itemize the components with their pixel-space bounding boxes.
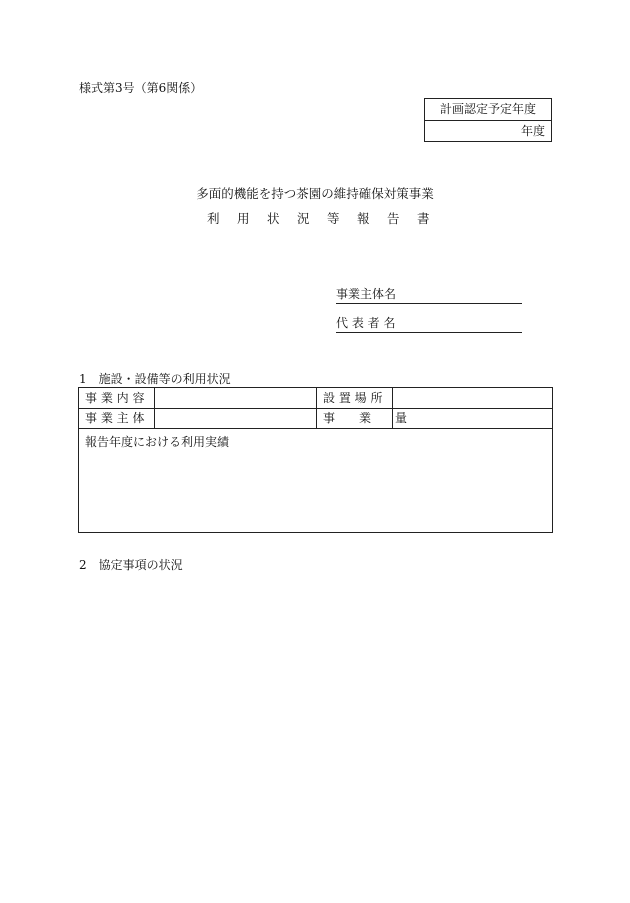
entity-name-label: 事業主体名 [336,287,397,301]
section1-title: 1 施設・設備等の利用状況 [79,372,231,386]
subtitle-char: 告 [387,211,400,226]
location-value[interactable] [393,388,552,408]
representative-label: 代 表 者 名 [336,316,396,330]
facility-usage-table [78,387,553,533]
subtitle-char: 等 [327,211,340,226]
section2-title: 2 協定事項の状況 [79,558,183,572]
project-amount-value[interactable] [393,408,552,428]
representative-field[interactable] [336,314,522,333]
plan-year-value[interactable]: 年度 [520,124,545,138]
project-entity-label: 事 業 主 体 [79,408,155,428]
subtitle-char: 書 [417,211,430,226]
project-content-value[interactable] [155,388,317,408]
entity-name-field[interactable] [336,285,522,304]
plan-year-box [424,98,552,142]
form-number: 様式第3号（第6関係） [79,81,203,95]
subtitle-char: 報 [357,211,370,226]
document-title: 多面的機能を持つ茶園の維持確保対策事業 [196,186,434,201]
subtitle-char: 況 [297,211,310,226]
usage-performance-label: 報告年度における利用実績 [85,435,230,449]
location-label: 設 置 場 所 [317,388,393,408]
project-content-label: 事 業 内 容 [79,388,155,408]
table-row [79,408,552,429]
plan-year-header: 計画認定予定年度 [425,99,551,121]
table-row [79,388,552,409]
subtitle-char: 状 [267,211,280,226]
project-amount-label: 事 業 量 [317,408,393,428]
subtitle-char: 用 [237,211,250,226]
project-entity-value[interactable] [155,408,317,428]
subtitle-char: 利 [207,211,220,226]
